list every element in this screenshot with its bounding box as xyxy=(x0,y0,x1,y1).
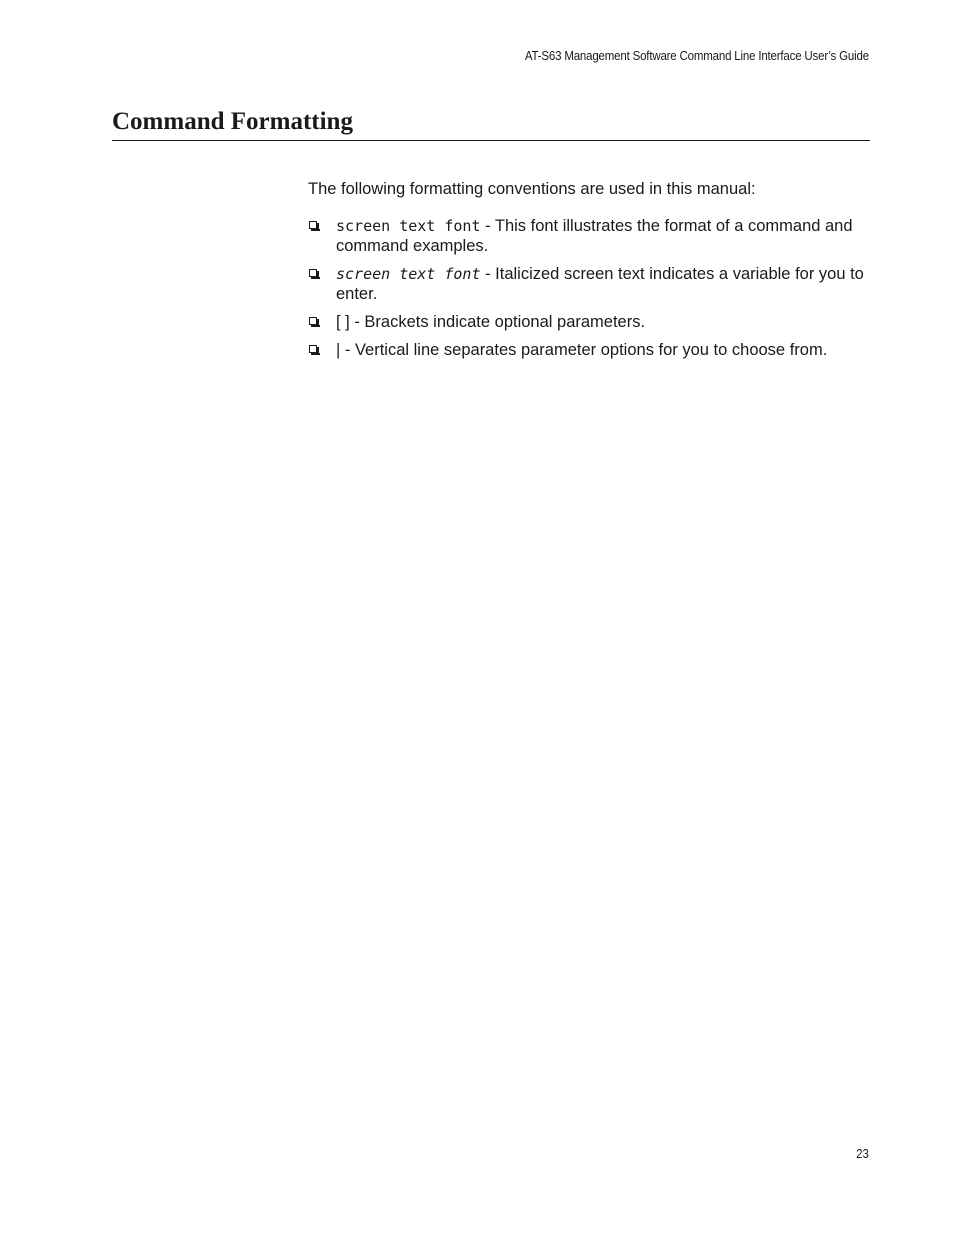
convention-description: | - Vertical line separates parameter options for you to choose from. xyxy=(336,341,828,359)
list-item xyxy=(308,340,870,360)
list-item xyxy=(308,264,870,304)
conventions-list xyxy=(308,216,870,368)
convention-description: [ ] - Brackets indicate optional parameters. xyxy=(336,313,646,331)
list-item xyxy=(308,216,870,256)
convention-description: - This font illustrates the format of a command and command examples. xyxy=(336,217,853,255)
page-number: 23 xyxy=(856,1147,869,1161)
code-sample-italic: screen text font xyxy=(336,265,481,283)
checkbox-bullet-icon xyxy=(309,221,317,229)
code-sample: screen text font xyxy=(336,217,481,235)
list-item xyxy=(308,312,870,332)
intro-paragraph: The following formatting conventions are used in this manual: xyxy=(308,180,756,198)
checkbox-bullet-icon xyxy=(309,345,317,353)
checkbox-bullet-icon xyxy=(309,269,317,277)
convention-description: - Italicized screen text indicates a variable for you to enter. xyxy=(336,265,864,303)
running-header: AT-S63 Management Software Command Line Interface User’s Guide xyxy=(525,49,869,63)
section-title: Command Formatting xyxy=(112,108,353,135)
title-rule xyxy=(112,140,870,141)
checkbox-bullet-icon xyxy=(309,317,317,325)
